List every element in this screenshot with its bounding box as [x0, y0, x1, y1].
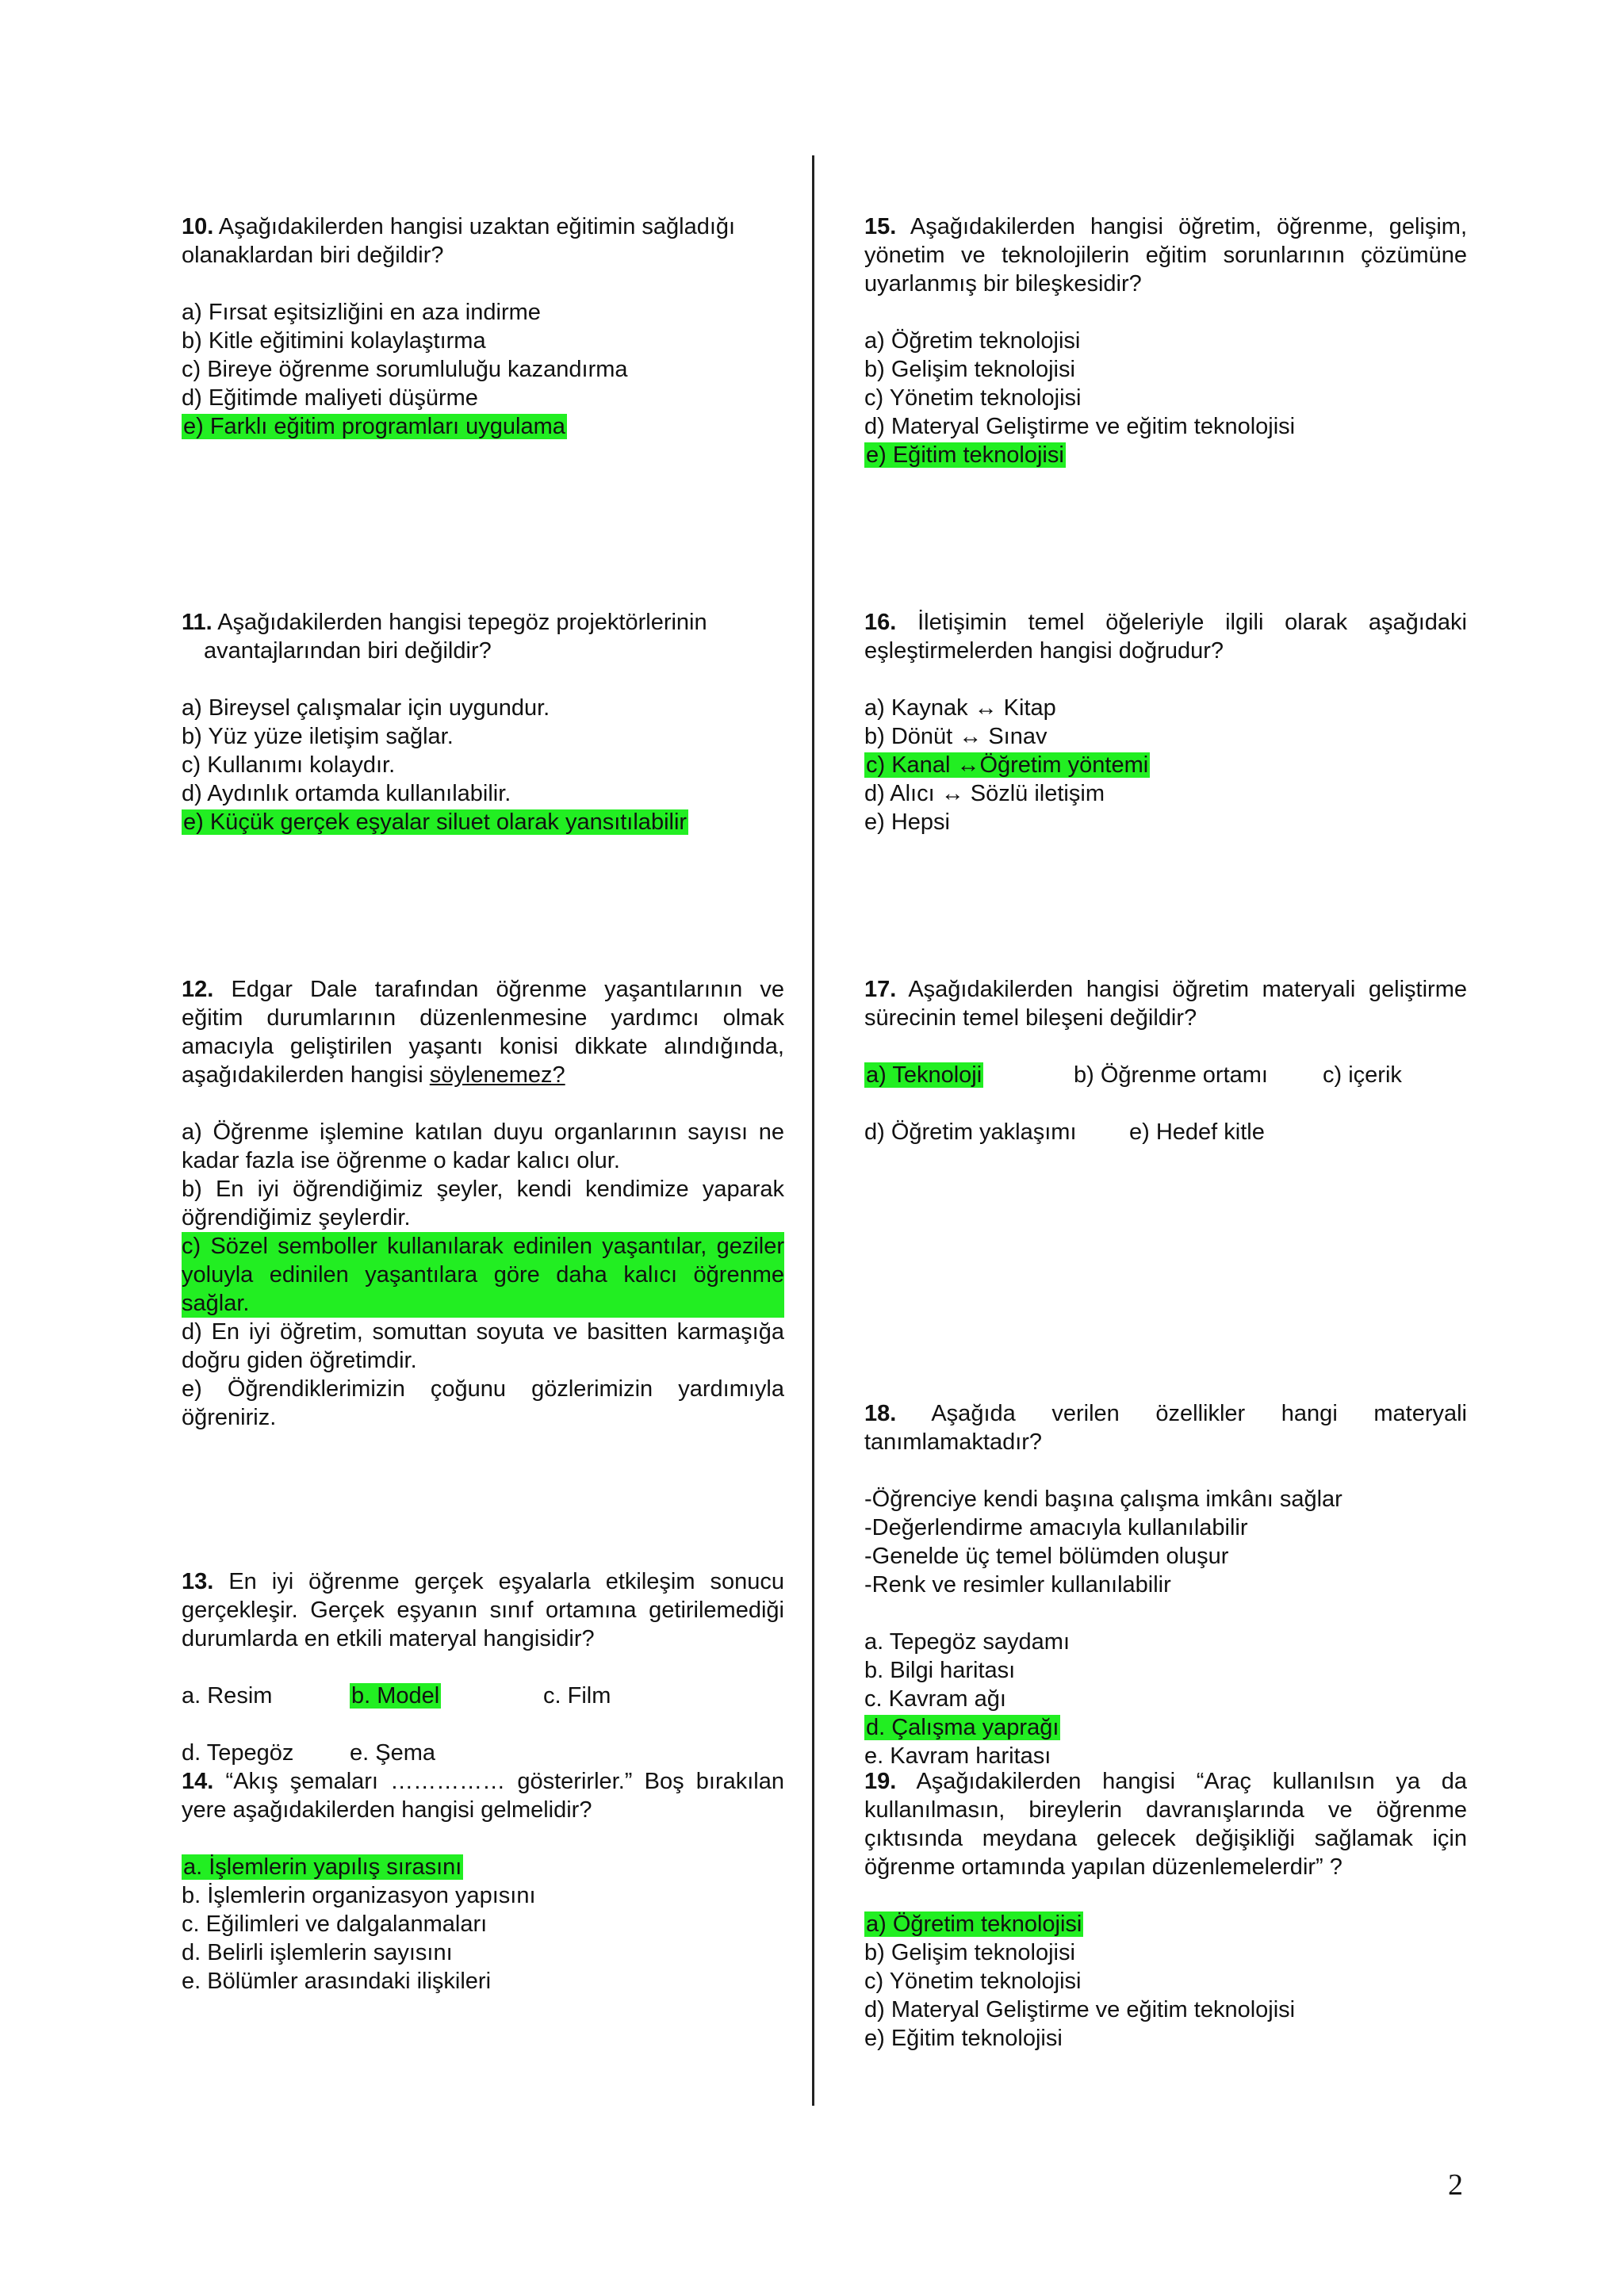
- feature-item: -Değerlendirme amacıyla kullanılabilir: [864, 1515, 1248, 1540]
- feature-list: [864, 1485, 1467, 1599]
- question-10: [182, 212, 784, 441]
- option-a: a) Öğretim teknolojisi: [864, 328, 1081, 354]
- question-number: 10.: [182, 214, 214, 239]
- option-e: e) Hedef kitle: [1129, 1119, 1265, 1145]
- option-b-correct: b. Model: [351, 1683, 440, 1709]
- question-stem: [864, 212, 1467, 298]
- question-number: 16.: [864, 610, 897, 635]
- option-a: a) Bireysel çalışmalar için uygundur.: [182, 695, 550, 721]
- option-a-correct: a) Teknoloji: [866, 1062, 982, 1088]
- option-c: c) Kullanımı kolaydır.: [182, 752, 396, 778]
- option-e-correct: e) Eğitim teknolojisi: [866, 442, 1064, 468]
- question-text: “Akış şemaları …………… gösterirler.” Boş bırakılan yere aşağıdakilerden hangisi gelmelidir?: [182, 1769, 784, 1823]
- question-stem: [182, 1767, 784, 1824]
- option-d: d) Alıcı ↔ Sözlü iletişim: [864, 781, 1105, 806]
- option-c: c) Yönetim teknolojisi: [864, 1969, 1082, 1994]
- feature-item: -Öğrenciye kendi başına çalışma imkânı sağlar: [864, 1487, 1342, 1512]
- question-text: Edgar Dale tarafından öğrenme yaşantılarının ve eğitim durumlarının düzenlenmesine yardımcı olmak amacıyla geliştirilen yaşantı konisi dikkate alındığında, aşağıdakilerden hangisi: [182, 977, 784, 1088]
- option-e-correct: e) Küçük gerçek eşyalar siluet olarak yansıtılabilir: [183, 809, 688, 835]
- option-b: b. Bilgi haritası: [864, 1658, 1016, 1683]
- question-stem: [182, 975, 784, 1089]
- question-stem: [864, 1767, 1467, 1881]
- question-number: 17.: [864, 977, 897, 1002]
- option-d: d) Materyal Geliştirme ve eğitim teknolojisi: [864, 1997, 1296, 2022]
- option-b: b) Yüz yüze iletişim sağlar.: [182, 724, 454, 749]
- option-c: c) Yönetim teknolojisi: [864, 385, 1082, 411]
- question-18: [864, 1399, 1467, 1770]
- option-d: d) Eğitimde maliyeti düşürme: [182, 385, 478, 411]
- option-d: d. Tepegöz: [182, 1740, 294, 1766]
- option-c: c) Bireye öğrenme sorumluluğu kazandırma: [182, 357, 628, 382]
- option-c: c. Film: [543, 1683, 611, 1709]
- option-e: e) Öğrendiklerimizin çoğunu gözlerimizin yardımıyla öğreniriz.: [182, 1376, 784, 1430]
- question-number: 11.: [182, 610, 213, 635]
- question-number: 15.: [864, 214, 897, 239]
- option-e-correct: e) Farklı eğitim programları uygulama: [183, 414, 565, 439]
- options-row-1: [182, 1682, 784, 1710]
- question-number: 12.: [182, 977, 214, 1002]
- option-a: a) Öğrenme işlemine katılan duyu organlarının sayısı ne kadar fazla ise öğrenme o kadar kalıcı olur.: [182, 1119, 784, 1173]
- question-text: Aşağıdakilerden hangisi tepegöz projektörlerinin avantajlarından biri değildir?: [204, 610, 707, 664]
- option-b: b) En iyi öğrendiğimiz şeyler, kendi kendimize yaparak öğrendiğimiz şeylerdir.: [182, 1177, 784, 1230]
- option-e: e) Hepsi: [864, 809, 950, 835]
- options-row-2: [182, 1739, 784, 1767]
- options-row-1: [864, 1061, 1467, 1089]
- question-stem: [864, 608, 1467, 665]
- option-d: d. Belirli işlemlerin sayısını: [182, 1940, 453, 1965]
- question-stem: [864, 975, 1467, 1032]
- option-c: c. Eğilimleri ve dalgalanmaları: [182, 1911, 488, 1937]
- option-c: c) içerik: [1323, 1062, 1402, 1088]
- question-17: [864, 975, 1467, 1146]
- option-e: e. Bölümler arasındaki ilişkileri: [182, 1969, 492, 1994]
- option-c: c. Kavram ağı: [864, 1686, 1006, 1712]
- option-d-correct: d. Çalışma yaprağı: [866, 1715, 1059, 1740]
- option-e: e) Eğitim teknolojisi: [864, 2026, 1063, 2051]
- question-stem: [182, 608, 784, 665]
- question-15: [864, 212, 1467, 469]
- question-number: 13.: [182, 1569, 214, 1594]
- option-b: b) Kitle eğitimini kolaylaştırma: [182, 328, 486, 354]
- question-14: [182, 1767, 784, 1996]
- option-d: d) Aydınlık ortamda kullanılabilir.: [182, 781, 511, 806]
- feature-item: -Genelde üç temel bölümden oluşur: [864, 1544, 1229, 1569]
- option-e: e. Kavram haritası: [864, 1743, 1051, 1769]
- option-a: a. Resim: [182, 1683, 273, 1709]
- option-c-correct: c) Kanal ↔Öğretim yöntemi: [866, 752, 1149, 778]
- question-19: [864, 1767, 1467, 2053]
- option-b: b) Öğrenme ortamı: [1074, 1062, 1268, 1088]
- option-b: b) Dönüt ↔ Sınav: [864, 724, 1048, 749]
- question-text: İletişimin temel öğeleriyle ilgili olarak aşağıdaki eşleştirmelerden hangisi doğrudur?: [864, 610, 1467, 664]
- option-d: d) Materyal Geliştirme ve eğitim teknolojisi: [864, 414, 1296, 439]
- question-text: Aşağıdakilerden hangisi “Araç kullanılsın ya da kullanılmasın, bireylerin davranışlarında ve öğrenme çıktısında meydana gelecek değişikliği sağlamak için öğrenme ortamında yapılan düzenlemelerdir” ?: [864, 1769, 1467, 1880]
- question-11: [182, 608, 784, 836]
- question-16: [864, 608, 1467, 836]
- option-d: d) Öğretim yaklaşımı: [864, 1119, 1077, 1145]
- question-text: Aşağıdakilerden hangisi öğretim, öğrenme, gelişim, yönetim ve teknolojilerin eğitim sorunlarının çözümüne uyarlanmış bir bileşkesidir?: [864, 214, 1467, 297]
- question-stem: [182, 1567, 784, 1653]
- question-stem: [864, 1399, 1467, 1456]
- question-number: 18.: [864, 1401, 897, 1426]
- option-a: a. Tepegöz saydamı: [864, 1629, 1071, 1655]
- option-a: a) Kaynak ↔ Kitap: [864, 695, 1056, 721]
- option-a: a) Fırsat eşitsizliğini en aza indirme: [182, 300, 541, 325]
- question-number: 14.: [182, 1769, 214, 1794]
- page-number: 2: [1448, 2168, 1463, 2202]
- question-stem: [182, 212, 784, 270]
- option-d: d) En iyi öğretim, somuttan soyuta ve basitten karmaşığa doğru giden öğretimdir.: [182, 1319, 784, 1373]
- option-c-correct: c) Sözel semboller kullanılarak edinilen yaşantılar, geziler yoluyla edinilen yaşantılara göre daha kalıcı öğrenme sağlar.: [182, 1234, 784, 1316]
- option-a-correct: a. İşlemlerin yapılış sırasını: [183, 1854, 462, 1880]
- question-text: En iyi öğrenme gerçek eşyalarla etkileşim sonucu gerçekleşir. Gerçek eşyanın sınıf ortamına getirilemediği durumlarda en etkili materyal hangisidir?: [182, 1569, 784, 1651]
- option-b: b) Gelişim teknolojisi: [864, 1940, 1075, 1965]
- feature-item: -Renk ve resimler kullanılabilir: [864, 1572, 1171, 1598]
- question-text: Aşağıdakilerden hangisi öğretim materyali geliştirme sürecinin temel bileşeni değildir?: [864, 977, 1467, 1031]
- question-number: 19.: [864, 1769, 897, 1794]
- option-b: b. İşlemlerin organizasyon yapısını: [182, 1883, 536, 1908]
- question-emphasis: söylenemez?: [429, 1062, 565, 1088]
- option-e: e. Şema: [350, 1740, 435, 1766]
- question-text: Aşağıda verilen özellikler hangi materyali tanımlamaktadır?: [864, 1401, 1468, 1455]
- question-text: Aşağıdakilerden hangisi uzaktan eğitimin sağladığı olanaklardan biri değildir?: [182, 214, 736, 268]
- column-divider: [812, 155, 814, 2106]
- option-b: b) Gelişim teknolojisi: [864, 357, 1075, 382]
- question-12: [182, 975, 784, 1432]
- option-a-correct: a) Öğretim teknolojisi: [866, 1911, 1082, 1937]
- options-row-2: [864, 1118, 1467, 1146]
- question-13: [182, 1567, 784, 1767]
